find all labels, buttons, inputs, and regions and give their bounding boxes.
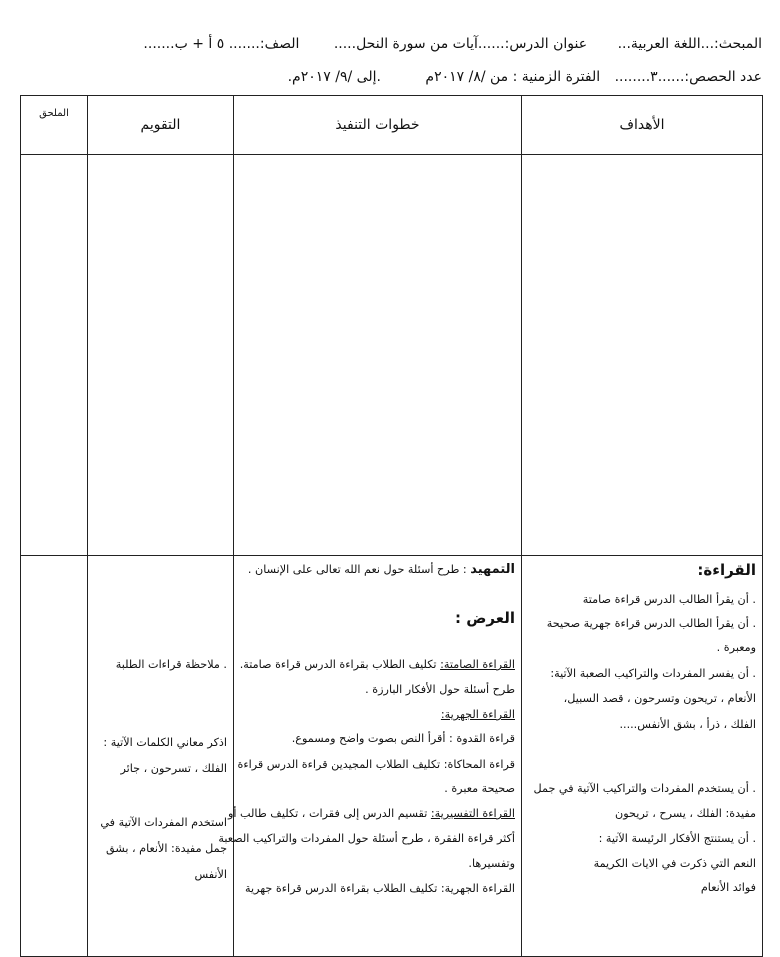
appendix-column-header: الملحق <box>21 96 88 155</box>
table-header-row <box>21 96 763 155</box>
intro-line <box>240 562 515 577</box>
evaluation-meanings: اذكر معاني الكلمات الآتية : <box>103 736 227 749</box>
period-from-field: الفترة الزمنية : من /٨/ ٢٠١٧م <box>425 69 601 85</box>
evaluation-use: استخدم المفردات الآتية في <box>100 816 227 829</box>
objective-line: . أن يستخدم المفردات والتراكيب الآتية في جمل <box>533 782 756 795</box>
evaluation-column-header: التقويم <box>88 96 234 155</box>
lesson-title-field: عنوان الدرس:......آيات من سورة النحل..... <box>333 36 588 52</box>
interpretive-reading-line-3: وتفسيرها. <box>468 857 515 870</box>
period-to-field: .إلى /٩/ ٢٠١٧م. <box>287 69 381 85</box>
evaluation-observe: . ملاحظة قراءات الطلبة <box>115 658 227 671</box>
evaluation-cell <box>88 556 234 957</box>
model-reading-line: قراءة القدوة : أقرأ النص بصوت واضح ومسموع. <box>291 732 515 745</box>
objectives-column-header: الأهداف <box>522 96 763 155</box>
objective-line: فوائد الأنعام <box>700 881 756 894</box>
interpretive-reading-line <box>227 807 515 820</box>
imitation-reading-line-2: صحيحة معبرة . <box>444 782 515 795</box>
intro-label: التمهيد <box>470 562 515 577</box>
objective-line: الأنعام ، تريحون وتسرحون ، قصد السبيل، <box>563 692 756 705</box>
silent-reading-line <box>240 658 515 671</box>
header-line-1 <box>20 36 762 52</box>
sessions-count-field: عدد الحصص:......٣........ <box>614 69 762 85</box>
presentation-heading: العرض : <box>455 609 515 627</box>
objective-line: . أن يستنتج الأفكار الرئيسة الآتية : <box>598 832 756 845</box>
header-line-2 <box>20 69 762 85</box>
imitation-reading-line: قراءة المحاكاة: تكليف الطلاب المجيدين قراءة الدرس قراءة <box>237 758 515 771</box>
interpretive-reading-label: القراءة التفسيرية: <box>430 807 515 820</box>
objectives-heading: القراءة: <box>697 561 756 579</box>
evaluation-use-3: الأنفس <box>194 868 227 881</box>
loud-reading-label: القراءة الجهرية: <box>440 708 515 721</box>
table-spacer-row <box>21 155 763 556</box>
interpretive-reading-text: تقسيم الدرس إلى فقرات ، تكليف طالب أو <box>227 807 431 820</box>
evaluation-use-2: جمل مفيدة: الأنعام ، بشق <box>106 842 227 855</box>
objectives-cell <box>522 556 763 957</box>
steps-cell <box>218 556 522 957</box>
table-body-row <box>21 556 763 957</box>
interpretive-reading-line-2: أكثر قراءة الفقرة ، طرح أسئلة حول المفردات والتراكيب الصعبة <box>218 832 515 845</box>
subject-field: المبحث:...اللغة العربية... <box>617 36 762 52</box>
appendix-cell <box>21 556 88 957</box>
objective-line: ومعبرة . <box>716 641 756 654</box>
silent-reading-text: تكليف الطلاب بقراءة الدرس قراءة صامتة. <box>239 658 441 671</box>
objective-line: . أن يقرأ الطالب الدرس قراءة صامتة <box>582 593 756 606</box>
evaluation-meanings-2: الفلك ، تسرحون ، جائر <box>120 762 227 775</box>
silent-reading-label: القراءة الصامتة: <box>440 658 515 671</box>
objective-line: . أن يفسر المفردات والتراكيب الصعبة الآتية: <box>550 667 756 680</box>
intro-text: : طرح أسئلة حول نعم الله تعالى على الإنسان . <box>247 563 471 576</box>
grade-field: الصف:....... ٥ أ + ب....... <box>143 36 300 52</box>
questions-line: طرح أسئلة حول الأفكار البارزة . <box>365 683 515 696</box>
objective-line: النعم التي ذكرت في الايات الكريمة <box>593 857 756 870</box>
steps-column-header: خطوات التنفيذ <box>234 96 522 155</box>
objective-line: الفلك ، ذرأ ، بشق الأنفس..... <box>619 718 756 731</box>
objective-line: . أن يقرأ الطالب الدرس قراءة جهرية صحيحة <box>546 617 756 630</box>
objective-line: مفيدة: الفلك ، يسرح ، تريحون <box>615 807 756 820</box>
cutoff-line: القراءة الجهرية: تكليف الطلاب بقراءة الدرس قراءة جهرية <box>244 882 515 895</box>
lesson-plan-table <box>20 95 763 957</box>
